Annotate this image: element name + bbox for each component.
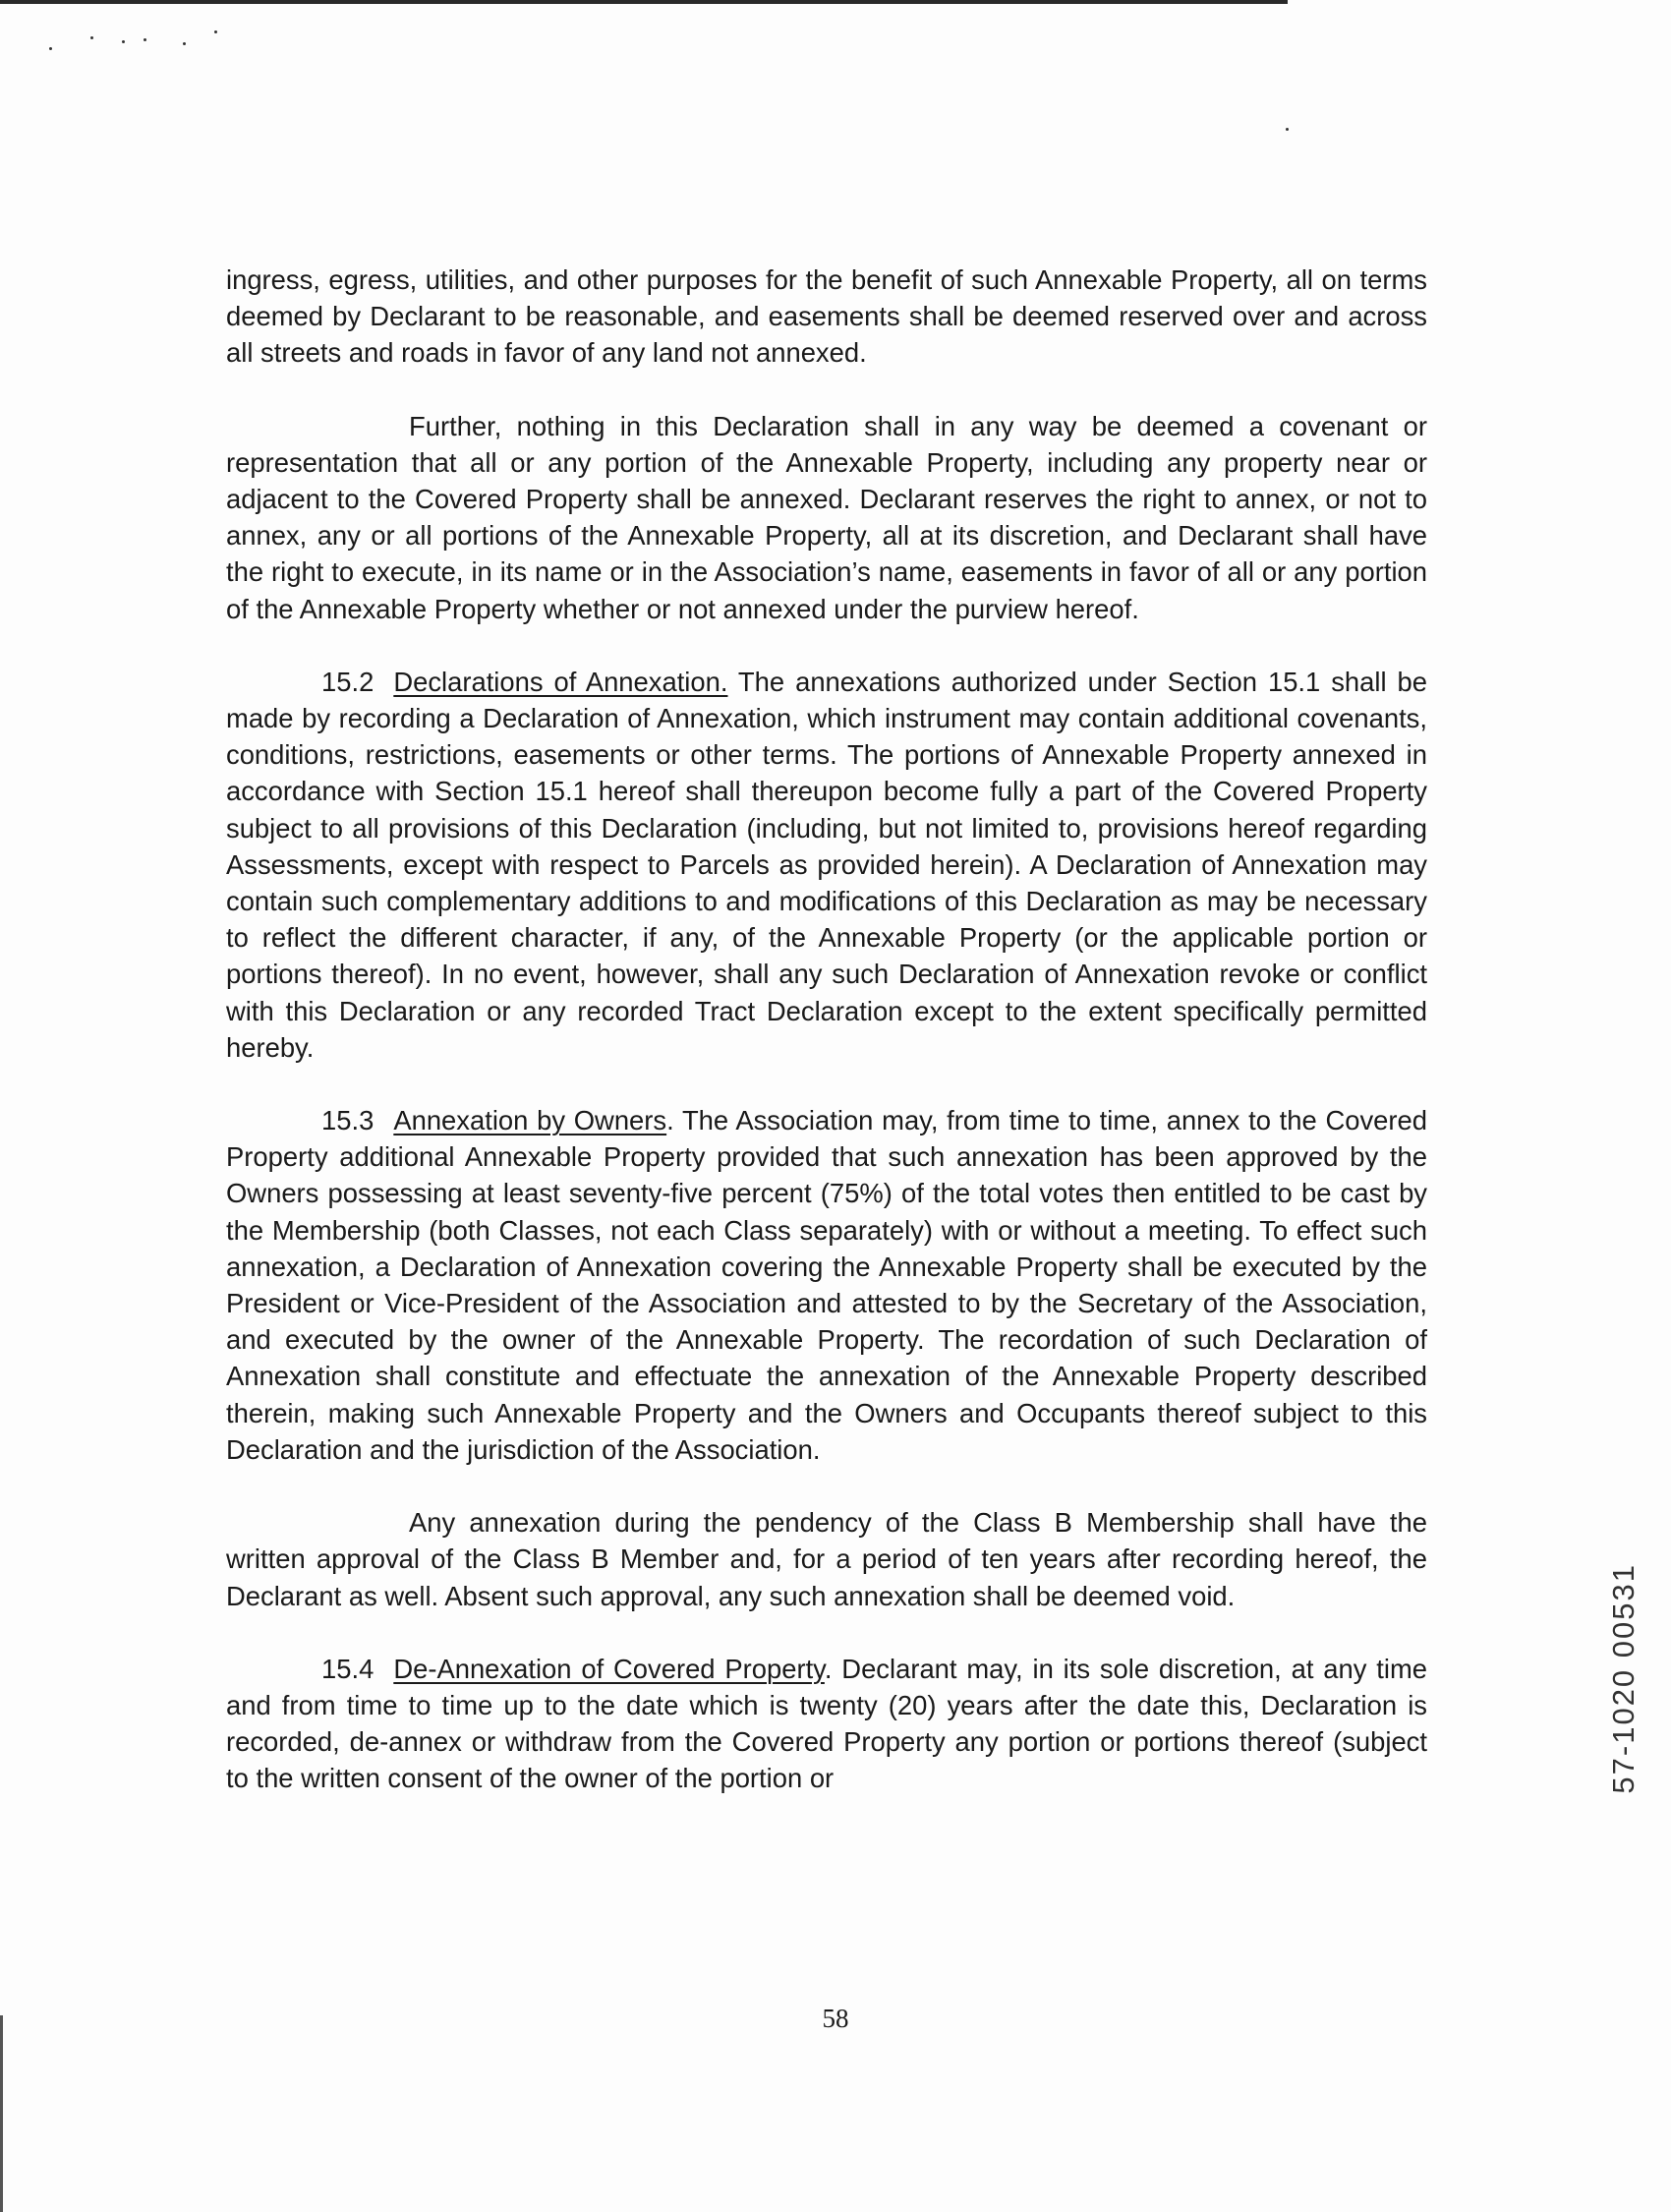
paragraph-no-covenant-to-annex: Further, nothing in this Declaration shall in any way be deemed a covenant or representation that all or any portion of the Annexable Property, including any property near or adjacent to the Covered Property shall be annexed. Declarant reserves the right to annex, or not to annex, any or all portions of the Annexable Property, all at its discretion, and Declarant shall have the right to execute, in its name or in the Association’s name, easements in favor of all or any portion of the Annexable Property whether or not annexed under the purview hereof. [226, 410, 1427, 624]
section-text: . Declarant may, in its sole discretion, at any time and from time to time up to the date which is twenty (20) years after the date this, Declaration is recorded, de-annex or withdraw from the Covered Property any portion or portions thereof (subject to the written consent of the owner of the portion or [226, 1653, 1427, 1794]
scan-speck [90, 36, 93, 39]
scan-speck [49, 47, 52, 50]
scan-top-edge [0, 0, 1288, 4]
page-number: 58 [822, 2004, 849, 2033]
scan-speck [122, 40, 125, 43]
paragraph-ingress-easements: ingress, egress, utilities, and other purposes for the benefit of such Annexable Property, all on terms deemed by Declarant to be reasonable, and easements shall be deemed reserved over and across all streets and roads in favor of any land not annexed. [226, 264, 1427, 369]
margin-filing-number: 57-1020 00531 [1606, 1563, 1641, 1794]
section-number: 15.2 [321, 666, 375, 697]
section-title: Annexation by Owners [393, 1105, 667, 1136]
scan-speck [1286, 128, 1289, 131]
section-15-3 [226, 1102, 1427, 1468]
section-title: De-Annexation of Covered Property [393, 1653, 825, 1684]
section-number: 15.3 [321, 1105, 375, 1136]
section-text: The annexations authorized under Section 15.1 shall be made by recording a Declaration of Annexation, which instrument may contain additional covenants, conditions, restrictions, easements or other terms. The portions of Annexable Property annexed in accordance with Section 15.1 hereof shall thereupon become fully a part of the Covered Property subject to all provisions of this Declaration (including, but not limited to, provisions hereof regarding Assessments, except with respect to Parcels as provided herein). A Declaration of Annexation may contain such complementary additions to and modifications of this Declaration as may be necessary to reflect the different character, if any, of the Annexable Property (or the applicable portion or portions thereof). In no event, however, shall any such Declaration of Annexation revoke or conflict with this Declaration or any recorded Tract Declaration except to the extent specifically permitted hereby. [226, 666, 1427, 1063]
section-text: . The Association may, from time to time, annex to the Covered Property additional Annexable Property provided that such annexation has been approved by the Owners possessing at least seventy-five percent (75%) of the total votes then entitled to be cast by the Membership (both Classes, not each Class separately) with or without a meeting. To effect such annexation, a Declaration of Annexation covering the Annexable Property shall be executed by the President or Vice-President of the Association and attested to by the Secretary of the Association, and executed by the owner of the Annexable Property. The recordation of such Declaration of Annexation shall constitute and effectuate the annexation of the Annexable Property described therein, making such Annexable Property and the Owners and Occupants thereof subject to this Declaration and the jurisdiction of the Association. [226, 1105, 1427, 1465]
section-15-3-continued: Any annexation during the pendency of the Class B Membership shall have the written approval of the Class B Member and, for a period of ten years after recording hereof, the Declarant as well. Absent such approval, any such annexation shall be deemed void. [226, 1507, 1427, 1611]
section-title: Declarations of Annexation. [393, 666, 728, 697]
section-15-4 [226, 1651, 1427, 1797]
section-15-2 [226, 664, 1427, 1066]
section-number: 15.4 [321, 1653, 375, 1684]
scan-left-edge [0, 2015, 3, 2212]
scan-speck [214, 30, 217, 33]
scan-speck [183, 42, 186, 45]
scan-speck [144, 38, 146, 41]
document-body [226, 262, 1427, 1834]
